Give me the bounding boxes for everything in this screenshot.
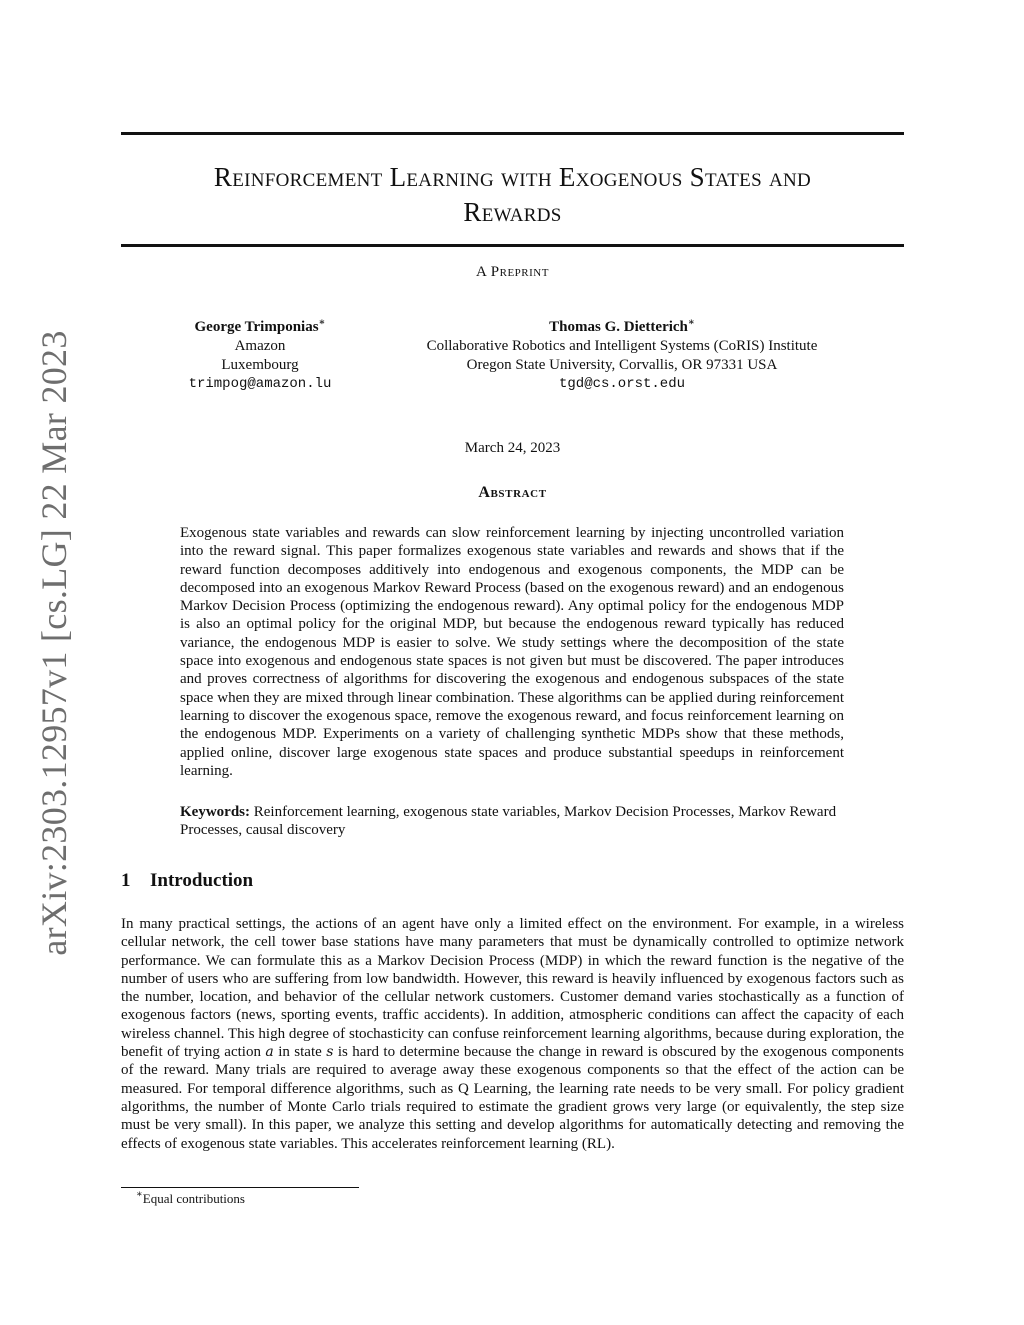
title-sc: ewards — [481, 197, 562, 227]
footnote-rule — [121, 1187, 359, 1188]
author-mark: ∗ — [687, 317, 695, 328]
title-sc: xogenous — [575, 162, 690, 192]
title-line-1 — [121, 160, 904, 195]
footnote — [136, 1191, 245, 1207]
author-affiliation: Amazon — [234, 338, 286, 354]
math-var-s: s — [326, 1044, 334, 1061]
title-sc: earning with — [406, 162, 559, 192]
title-cap: R — [463, 197, 482, 227]
author-affiliation: Luxembourg — [221, 357, 299, 373]
author-name-text: Thomas G. Dietterich — [549, 319, 688, 335]
paper-date: March 24, 2023 — [464, 440, 561, 456]
author-mark: ∗ — [318, 317, 326, 328]
title-bottom-rule — [121, 244, 904, 247]
section-number: 1 — [121, 870, 131, 891]
intro-text: is hard to determine because the change in reward is obscured by the exogenous components of the reward. Many trials are required to average away these exogenous components so that the effect of the action can be measured. For temporal difference algorithms, such as Q Learning, the learning rate needs to be very small. For policy gradient algorithms, the number of Monte Carlo trials required to estimate the gradient grows very large (or equivalently, the step size must be very small). In this paper, we analyze this setting and develop algorithms for automatically detecting and removing the effects of exogenous state variables. This accelerates reinforcement learning (RL). — [121, 1044, 905, 1152]
title-cap: L — [389, 162, 407, 192]
abstract-heading: Abstract — [478, 484, 547, 501]
paper-title — [121, 160, 904, 230]
math-var-a: a — [265, 1044, 274, 1061]
author-name — [160, 318, 360, 337]
author-block-1 — [160, 318, 360, 394]
author-block-2 — [392, 318, 852, 394]
keywords-text: Reinforcement learning, exogenous state variables, Markov Decision Processes, Markov Reward Processes, causal discovery — [180, 804, 837, 839]
title-cap: S — [689, 162, 705, 192]
title-cap: E — [558, 162, 576, 192]
abstract-text: Exogenous state variables and rewards can slow reinforcement learning by injecting uncontrolled variation into the reward signal. This paper formalizes exogenous state variables and rewards and shows that if the reward function decomposes additively into endogenous and exogenous components, the MDP can be decomposed into an exogenous Markov Reward Process (based on the exogenous reward) and an endogenous Markov Decision Process (optimizing the endogenous reward). Any optimal policy for the endogenous MDP is also an optimal policy for the original MDP, but because the endogenous reward typically has reduced variance, the endogenous MDP is easier to solve. We study settings where the decomposition of the state space into exogenous and endogenous state spaces is not given but must be discovered. The paper introduces and proves correctness of algorithms for discovering the exogenous and endogenous subspaces of the state space when they are mixed through linear combination. These algorithms can be applied during reinforcement learning to discover the exogenous space, remove the exogenous reward, and focus reinforcement learning on the endogenous MDP. Experiments on a variety of challenging synthetic MDPs show that these methods, applied online, discover large exogenous state spaces and produce substantial speedups in reinforcement learning. — [180, 525, 844, 779]
title-line-2 — [121, 195, 904, 230]
title-sc: tates and — [704, 162, 812, 192]
intro-text: In many practical settings, the actions of an agent have only a limited effect on the environment. For example, in a wireless cellular network, the cell tower base stations have many parameters that must be dynamically controlled to optimize network performance. We can formulate this as a Markov Decision Process (MDP) in which the reward function is the negative of the number of users who are suffering from low bandwidth. However, this reward is heavily influenced by exogenous factors such as the number, location, and behavior of the cellular network customers. Customer demand varies stochastically as a function of exogenous factors (news, sporting events, traffic accidents). In addition, atmospheric conditions can affect the capacity of each wireless channel. This high degree of stochasticity can confuse reinforcement learning algorithms, because during exploration, the benefit of trying action — [121, 916, 904, 1061]
title-sc: einforcement — [232, 162, 390, 192]
intro-text: in state — [273, 1044, 327, 1061]
author-email: trimpog@amazon.lu — [188, 376, 332, 392]
title-top-rule — [121, 132, 904, 135]
author-name-text: George Trimponias — [194, 319, 319, 335]
author-name — [392, 318, 852, 337]
title-cap: R — [213, 162, 233, 192]
intro-paragraph — [121, 915, 904, 1153]
footnote-mark: ∗ — [136, 1189, 143, 1200]
author-affiliation: Oregon State University, Corvallis, OR 97331 USA — [466, 357, 778, 373]
section-title: Introduction — [150, 870, 254, 891]
keywords — [180, 803, 844, 840]
section-heading — [121, 870, 253, 892]
preprint-label: A Preprint — [476, 264, 549, 280]
keywords-label: Keywords: — [180, 804, 250, 820]
arxiv-stamp: arXiv:2303.12957v1 [cs.LG] 22 Mar 2023 — [34, 330, 74, 956]
author-affiliation: Collaborative Robotics and Intelligent Systems (CoRIS) Institute — [426, 338, 818, 354]
author-email: tgd@cs.orst.edu — [558, 376, 686, 392]
footnote-text: Equal contributions — [142, 1191, 245, 1206]
